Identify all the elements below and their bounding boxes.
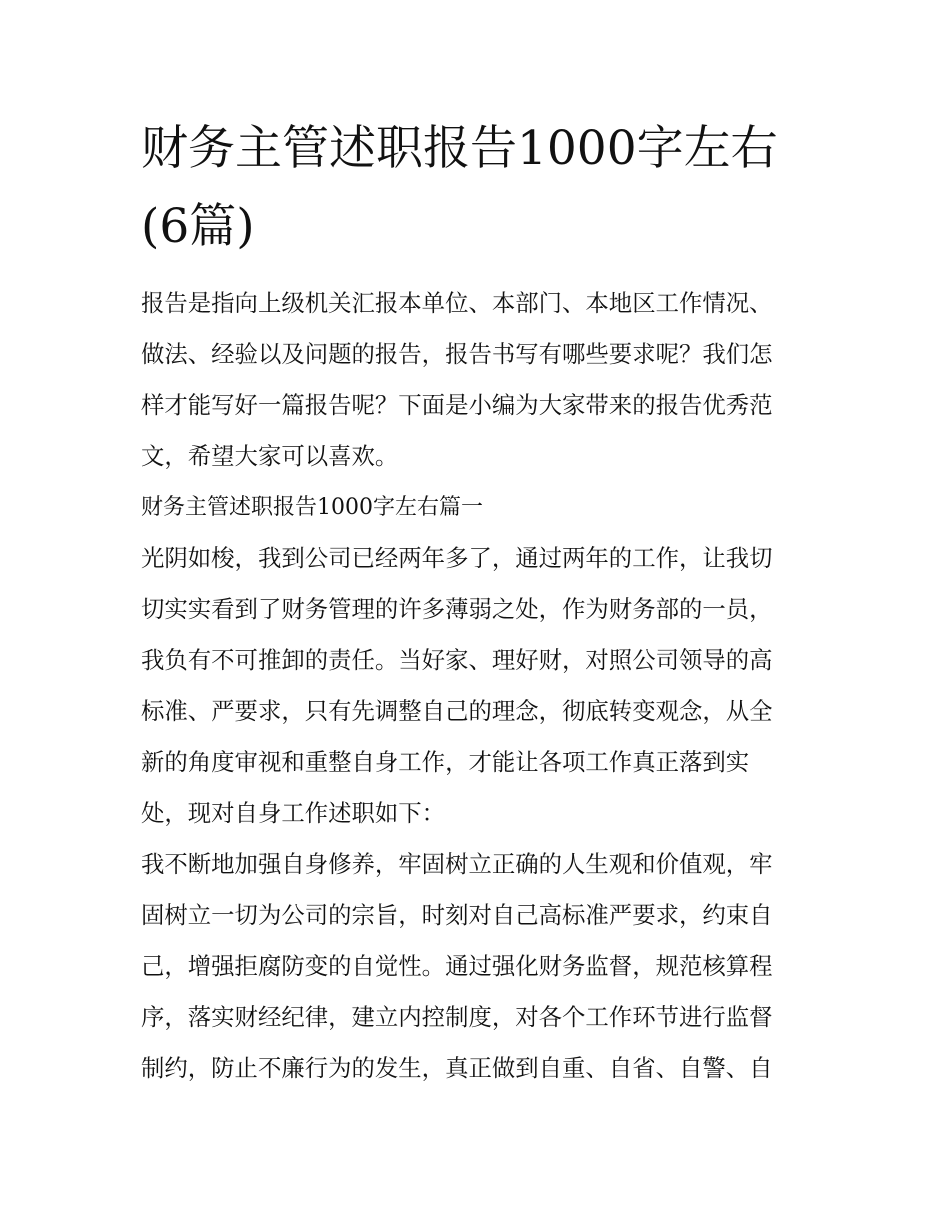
body-line: 我负有不可推卸的责任。当好家、理好财，对照公司领导的高	[141, 646, 773, 674]
title-line-2: (6篇)	[141, 199, 255, 254]
title-line-1: 财务主管述职报告1000字左右	[141, 121, 778, 176]
body-paragraph-1	[141, 533, 813, 839]
intro-line: 报告是指向上级机关汇报本单位、本部门、本地区工作情况、	[141, 289, 773, 317]
body-line: 序，落实财经纪律，建立内控制度，对各个工作环节进行监督	[141, 1003, 773, 1031]
body-line: 我不断地加强自身修养，牢固树立正确的人生观和价值观，牢	[141, 850, 773, 878]
document-page	[141, 110, 813, 1094]
intro-paragraph	[141, 278, 813, 482]
intro-line: 做法、经验以及问题的报告，报告书写有哪些要求呢？我们怎	[141, 340, 773, 368]
body-line: 己，增强拒腐防变的自觉性。通过强化财务监督，规范核算程	[141, 952, 773, 980]
intro-line: 样才能写好一篇报告呢？下面是小编为大家带来的报告优秀范	[141, 391, 773, 419]
body-line: 标准、严要求，只有先调整自己的理念，彻底转变观念，从全	[141, 697, 773, 725]
body-line: 固树立一切为公司的宗旨，时刻对自己高标准严要求，约束自	[141, 901, 773, 929]
document-title	[141, 110, 813, 266]
section-heading: 财务主管述职报告1000字左右篇一	[141, 495, 483, 520]
intro-line: 文，希望大家可以喜欢。	[141, 442, 399, 470]
body-paragraph-2	[141, 839, 813, 1094]
body-line: 制约，防止不廉行为的发生，真正做到自重、自省、自警、自	[141, 1054, 773, 1082]
body-line: 切实实看到了财务管理的许多薄弱之处，作为财务部的一员，	[141, 595, 773, 623]
body-line: 处，现对自身工作述职如下：	[141, 799, 446, 827]
body-line: 新的角度审视和重整自身工作，才能让各项工作真正落到实	[141, 748, 750, 776]
body-line: 光阴如梭，我到公司已经两年多了，通过两年的工作，让我切	[141, 544, 773, 572]
